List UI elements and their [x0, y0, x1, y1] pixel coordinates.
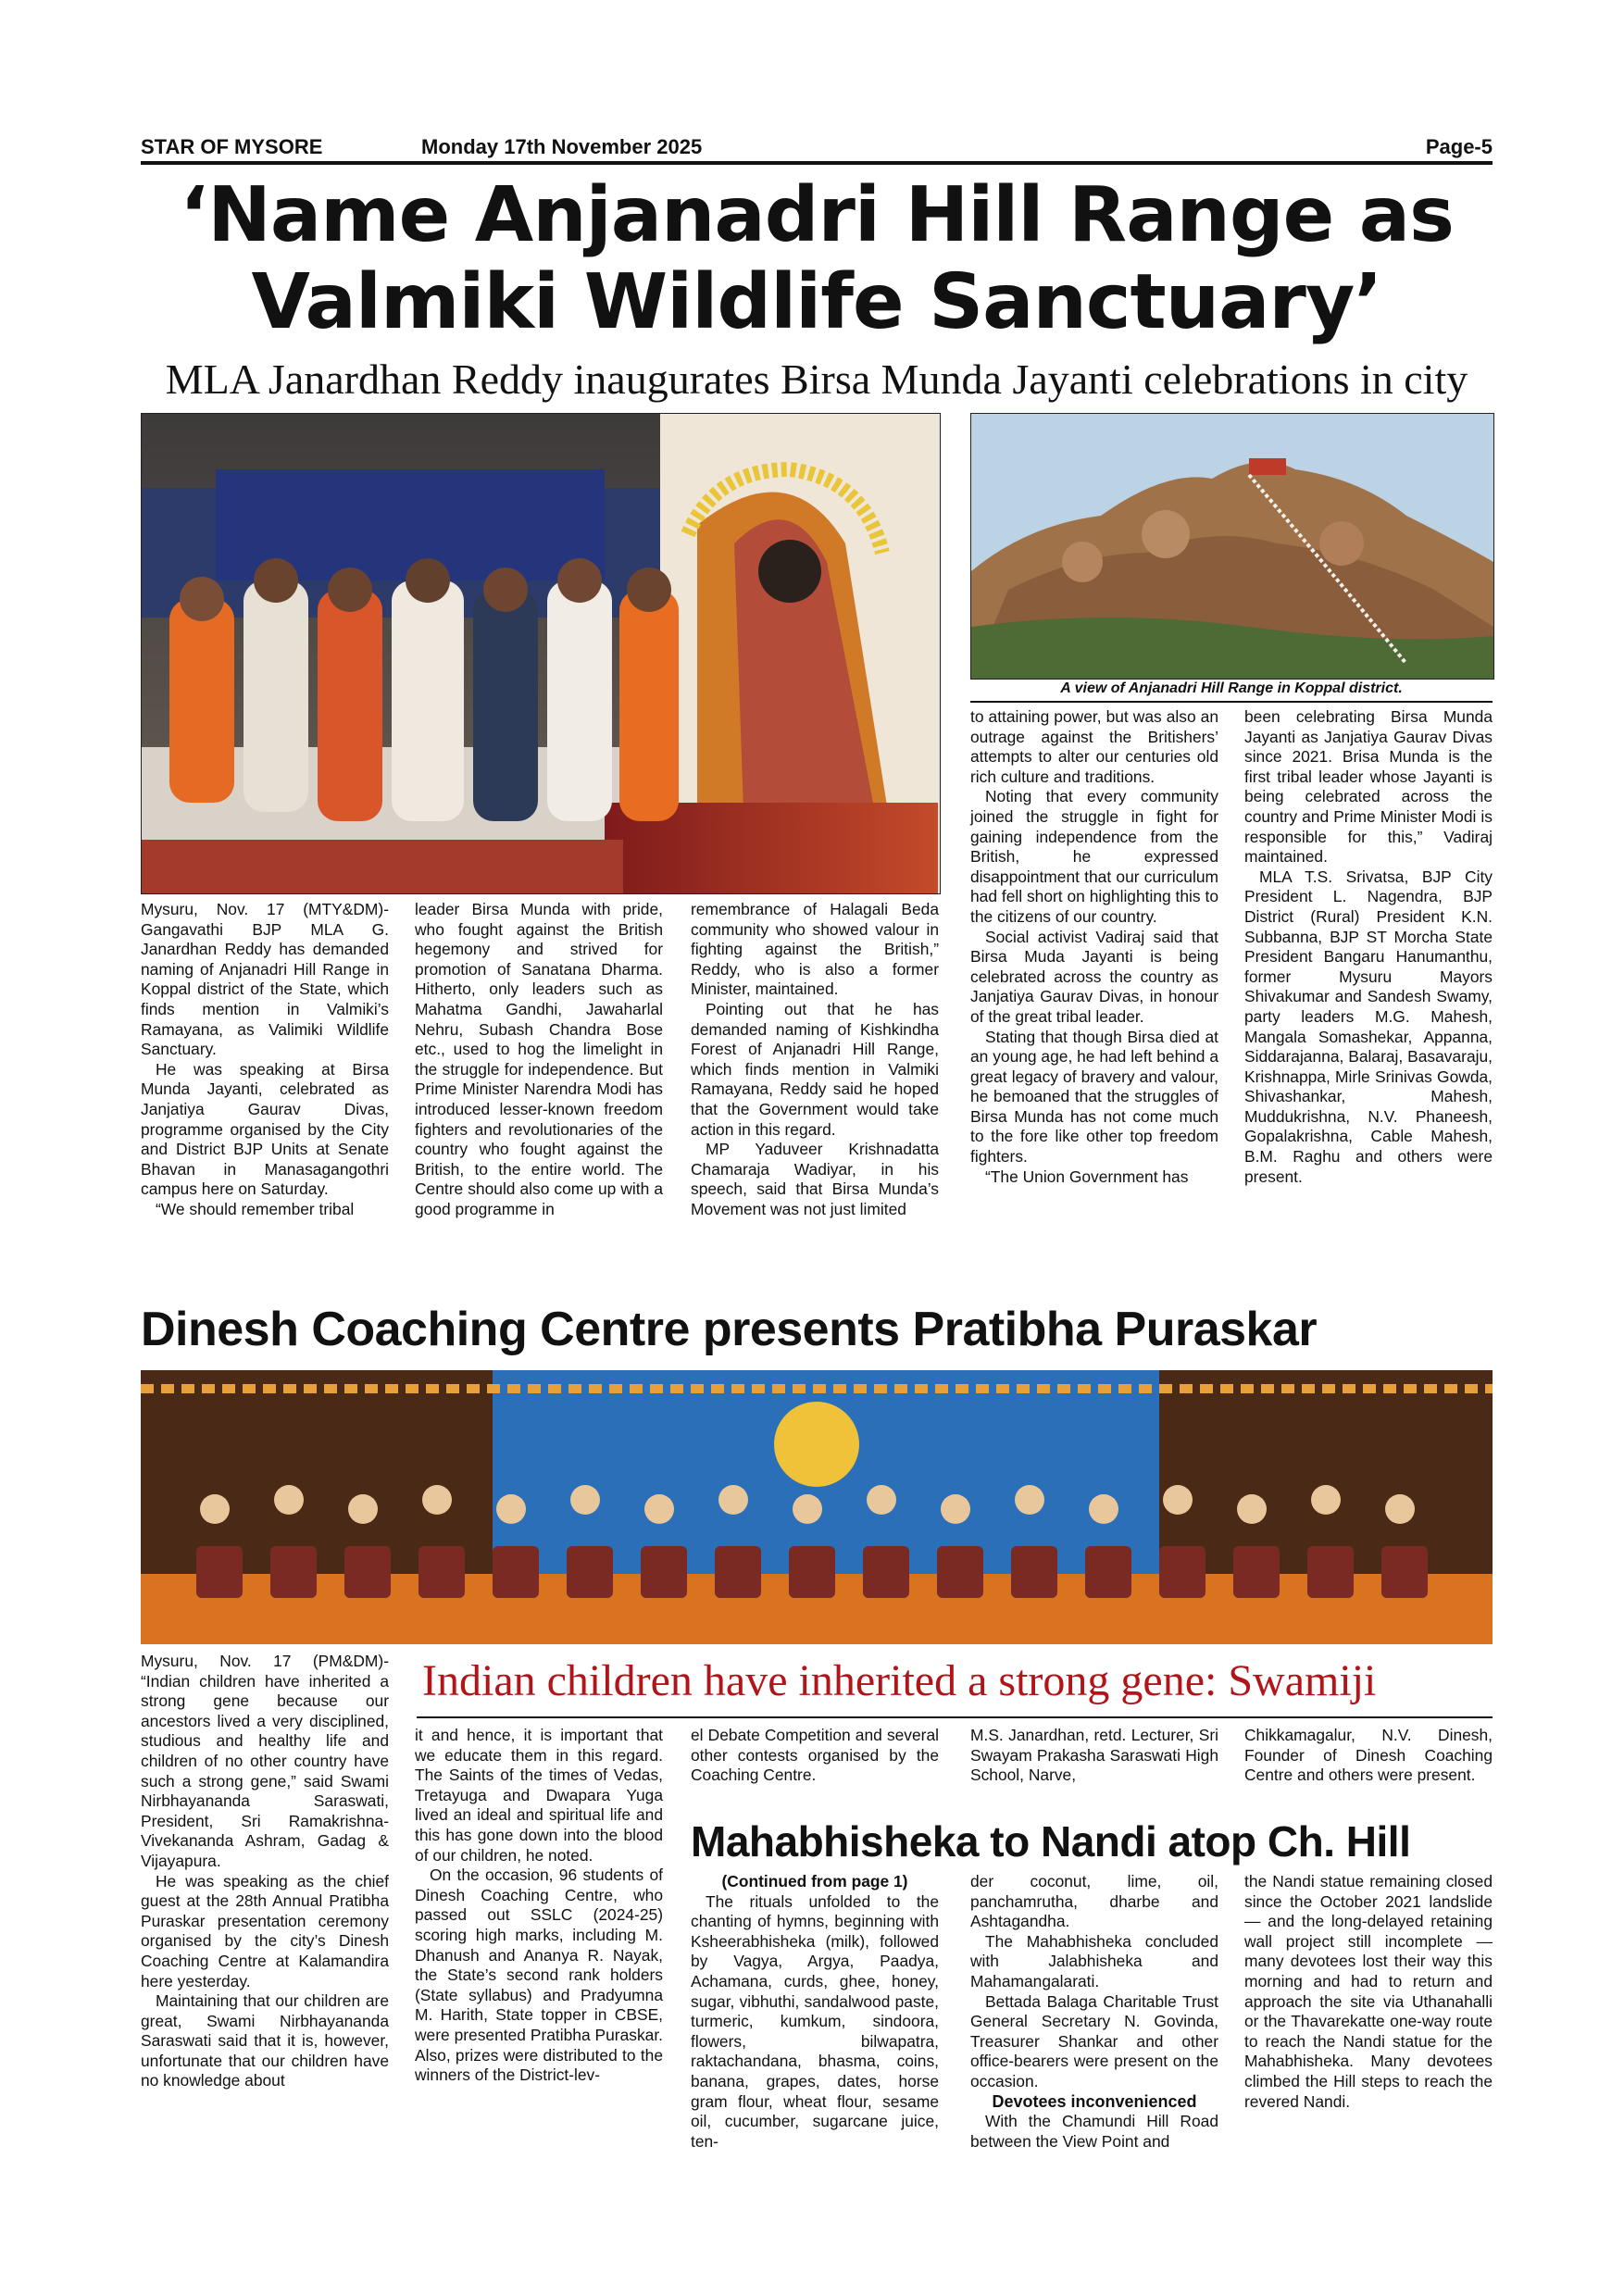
story1-column-5 — [1244, 707, 1493, 1187]
story2-c4-p1: M.S. Janardhan, retd. Lecturer, Sri Swayam Prakasha Saraswati High School, Narve, — [970, 1726, 1218, 1785]
paper-name: STAR OF MYSORE — [141, 135, 323, 158]
story1-column-2 — [415, 900, 663, 1220]
story2-c3-p1: el Debate Competition and several other contests organised by the Coaching Centre. — [691, 1726, 939, 1785]
story2-c1-p1: Mysuru, Nov. 17 (PM&DM)- “Indian children have inherited a strong gene because our ancestors lived a very disciplined, studious and healthy life and children of no other country have such a strong gene,” said Swami Nirbhayananda Saraswati, President, Sri Ramakrishna-Vivekananda Ashram, Gadag & Vijayapura. — [141, 1652, 389, 1870]
story1-deck: MLA Janardhan Reddy inaugurates Birsa Munda Jayanti celebrations in city — [165, 356, 1468, 403]
story3-column-5 — [1244, 1872, 1493, 2112]
story3-c4-p3: Bettada Balaga Charitable Trust General Secretary N. Govinda, Treasurer Shankar and other office-bearers were present on the occasion. — [970, 1991, 1218, 2090]
story3-column-3 — [691, 1872, 939, 2152]
story1-c2-p1: leader Birsa Munda with pride, who fought against the British hegemony and strived for promotion of Sanatana Dharma. Hitherto, only leaders such as Mahatma Gandhi, Jawaharlal Nehru, Subash Chandra Bose etc., used to hog the limelight in the struggle for independence. But Prime Minister Narendra Modi has introduced lesser-known freedom fighters and revolutionaries of the country who fought against the British, to the entire world. The Centre should also come up with a good programme in — [415, 900, 663, 1218]
caption-rule — [970, 701, 1493, 703]
story2-column-1 — [141, 1652, 389, 2091]
story1-c4-p2: Noting that every community joined the struggle in fight for gaining independence from the British, he expressed disappointment that our curriculum had fell short on highlighting this to the citizens of our country. — [970, 787, 1218, 926]
story3-c3-p1: The rituals unfolded to the chanting of hymns, beginning with Ksheerabhisheka (milk), followed by Vagya, Argya, Paadya, Achamana, curds, ghee, honey, sugar, vibhuthi, sandalwood paste, turmeric, kumkum, sindoora, flowers, bilwapatra, raktachandana, bhasma, coins, banana, grapes, dates, horse gram flour, wheat flour, sesame oil, cucumber, sugarcane juice, ten- — [691, 1891, 939, 2151]
hill-photo-caption: A view of Anjanadri Hill Range in Koppal district. — [1060, 680, 1403, 696]
story1-c4-p1: to attaining power, but was also an outrage against the Britishers’ attempts to alter our centuries old rich culture and traditions. — [970, 707, 1218, 786]
story1-headline — [141, 172, 1493, 346]
masthead-rule — [141, 161, 1493, 165]
story1-c1-p1: Mysuru, Nov. 17 (MTY&DM)- Gangavathi BJP MLA G. Janardhan Reddy has demanded naming of Anjanadri Hill Range in Koppal district of the State, which finds mention in Valmiki’s Ramayana, as Valimiki Wildlife Sanctuary. — [141, 900, 389, 1059]
issue-date: Monday 17th November 2025 — [421, 135, 703, 158]
hill-photo — [970, 413, 1494, 680]
story1-c5-p1: been celebrating Birsa Munda Jayanti as Janjatiya Gaurav Divas since 2021. Brisa Munda is the first tribal leader whose Jayanti is being celebrated across the country and Prime Minister Modi is responsible for this,” Vadiraj maintained. — [1244, 707, 1493, 867]
story1-c1-p2: He was speaking at Birsa Munda Jayanti, celebrated as Janjatiya Gaurav Divas, programme organised by the City and District BJP Units at Senate Bhavan in Manasagangothri campus here on Saturday. — [141, 1059, 389, 1199]
story3-headline: Mahabhisheka to Nandi atop Ch. Hill — [691, 1817, 1411, 1866]
story2-column-3 — [691, 1726, 939, 1786]
story1-c3-p1: remembrance of Halagali Beda community who showed valour in fighting against the British,” Reddy, who is also a former Minister, maintained. — [691, 900, 939, 999]
story1-headline-line2: Valmiki Wildlife Sanctuary’ — [251, 258, 1382, 346]
story3-c4-p1: der coconut, lime, oil, panchamrutha, dharbe and Ashtagandha. — [970, 1872, 1218, 1931]
story2-c1-p2: He was speaking as the chief guest at the 28th Annual Pratibha Puraskar presentation ceremony organised by the city’s Dinesh Coaching Centre at Kalamandira here yesterday. — [141, 1871, 389, 1990]
story1-c3-p2: Pointing out that he has demanded naming of Kishkindha Forest of Anjanadri Hill Range, which finds mention in Valmiki Ramayana, Reddy said he hoped that the Government would take action in this regard. — [691, 999, 939, 1139]
story1-c4-p5: “The Union Government has — [985, 1167, 1189, 1186]
story2-c1-p3: Maintaining that our children are great, Swami Nirbhayananda Saraswati said that it is, however, unfortunate that our children have no knowledge about — [141, 1991, 389, 2090]
story3-subhead: Devotees inconvenienced — [992, 2091, 1197, 2111]
story3-c5-p1: the Nandi statue remaining closed since the October 2021 landslide — and the long-delayed retaining wall project still incomplete — many devotees lost their way this morning and had to return and approach the site via Uthanahalli or the Thavarekatte one-way route to reach the Nandi statue for the Mahabhisheka. Many devotees climbed the Hill steps to reach the revered Nandi. — [1244, 1872, 1493, 2111]
story3-column-4 — [970, 1872, 1218, 2152]
story1-c3-p3: MP Yaduveer Krishnadatta Chamaraja Wadiyar, in his speech, said that Birsa Munda’s Movement was not just limited — [691, 1140, 939, 1218]
subhead-rule — [417, 1716, 1493, 1718]
story2-subhead: Indian children have inherited a strong gene: Swamiji — [422, 1656, 1377, 1705]
story1-c1-p3: “We should remember tribal — [156, 1199, 355, 1218]
story3-c4-p4: With the Chamundi Hill Road between the View Point and — [970, 2112, 1218, 2151]
story1-column-4 — [970, 707, 1218, 1187]
story2-column-5 — [1244, 1726, 1493, 1786]
masthead — [141, 135, 1493, 163]
story2-headline: Dinesh Coaching Centre presents Pratibha Puraskar — [141, 1303, 1318, 1356]
story2-c5-p1: Chikkamagalur, N.V. Dinesh, Founder of Dinesh Coaching Centre and others were present. — [1244, 1726, 1493, 1785]
story3-c4-p2: The Mahabhisheka concluded with Jalabhisheka and Mahamangalarati. — [970, 1931, 1218, 1990]
award-photo — [141, 1370, 1493, 1644]
story1-c5-p2: MLA T.S. Srivatsa, BJP City President L. Nagendra, BJP District (Rural) President K.N. Subbanna, BJP ST Morcha State President Bangaru Hanumanthu, former Mysuru Mayors Shivakumar and Sandesh Swamy, party leaders M.G. Mahesh, Mangala Somashekar, Appanna, Siddarajanna, Balaraj, Basavaraju, Krishnappa, Mirle Srinivas Gowda, Shivashankar, Mahesh, Muddukrishna, N.V. Phaneesh, Gopalakrishna, Cable Mahesh, B.M. Raghu and others were present. — [1244, 867, 1493, 1186]
story2-c2-p1: it and hence, it is important that we educate them in this regard. The Saints of the times of Vedas, Tretayuga and Dwapara Yuga lived an ideal and spiritual life and this has gone down into the blood of our children, he noted. — [415, 1726, 663, 1865]
story2-c2-p2: On the occasion, 96 students of Dinesh Coaching Centre, who passed out SSLC (2024-25) scoring high marks, including M. Dhanush and Ananya R. Nayak, the State’s second rank holders (State syllabus) and Pradyumna M. Harith, State topper in CBSE, were presented Pratibha Puraskar. Also, prizes were distributed to the winners of the District-lev- — [415, 1866, 663, 2085]
story3-continued: (Continued from page 1) — [721, 1872, 908, 1890]
page-number: Page-5 — [1425, 135, 1493, 158]
event-photo — [141, 413, 941, 894]
story2-column-2 — [415, 1726, 663, 2086]
story1-headline-line1: ‘Name Anjanadri Hill Range as — [180, 171, 1454, 259]
story1-c4-p3: Social activist Vadiraj said that Birsa Muda Jayanti is being celebrated across the country as Janjatiya Gaurav Divas, in honour of the great tribal leader. — [970, 927, 1218, 1026]
story1-column-1 — [141, 900, 389, 1220]
story1-c4-p4: Stating that though Birsa died at an young age, he had left behind a great legacy of bravery and valour, he bemoaned that the struggles of Birsa Munda has not come much to the fore like other top freedom fighters. — [970, 1027, 1218, 1167]
story1-column-3 — [691, 900, 939, 1220]
story2-column-4 — [970, 1726, 1218, 1786]
